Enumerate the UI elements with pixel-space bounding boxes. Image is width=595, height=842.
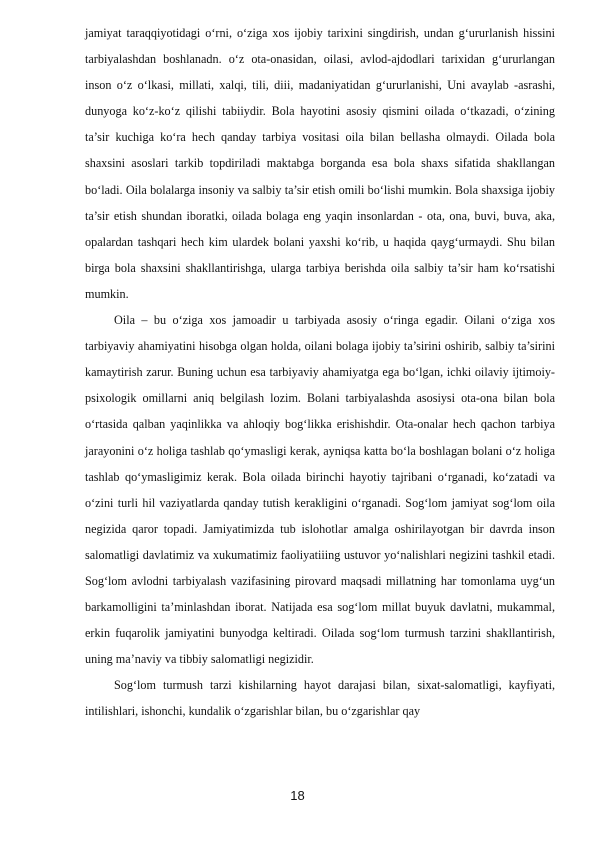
paragraph: Oila – bu o‘ziga xos jamoadir u tarbiyada asosiy o‘ringa egadir. Oilani o‘ziga xos tarbiyaviy ahamiyatini hisobga olgan holda, oilani bolaga ijobiy ta’sirini oshirib, salbiy ta’sirini kamaytirish zarur. Buning uchun esa tarbiyaviy ahamiyatga ega bo‘lgan, ichki oilaviy ijtimoiy-psixologik omillarni aniq belgilash lozim. Bolani tarbiyalashda asosiysi ota-ona bilan bola o‘rtasida qalban yaqinlikka va ahloqiy bog‘likka erishishdir. Ota-onalar hech qachon tarbiya jarayonini o‘z holiga tashlab qo‘ymasligi kerak, ayniqsa katta bo‘la boshlagan bolani o‘z holiga tashlab qo‘ymasligimiz kerak. Bola oilada birinchi hayotiy tajribani o‘rganadi, ko‘zatadi va o‘zini turli hil vaziyatlarda qanday tutish kerakligini o‘rganadi. Sog‘lom jamiyat sog‘lom oila negizida qaror topadi. Jamiyatimizda tub islohotlar amalga oshirilayotgan bir davrda inson salomatligi davlatimiz va xukumatimiz faoliyatiiing ustuvor yo‘nalishlari negizini tashkil etadi. Sog‘lom avlodni tarbiyalash vazifasining pirovard maqsadi millatning har tomonlama uyg‘un barkamolligini ta’minlashdan iborat. Natijada esa sog‘lom millat buyuk davlatni, mukammal, erkin fuqarolik jamiyatini bunyodga keltiradi. Oilada sog‘lom turmush tarzini shakllantirish, uning ma’naviy va tibbiy salomatligi negizidir. xyxy=(85,313,555,667)
document-body xyxy=(85,20,555,725)
page-number: 18 xyxy=(290,788,305,803)
paragraph: jamiyat taraqqiyotidagi o‘rni, o‘ziga xos ijobiy tarixini singdirish, undan g‘ururlanish hissini tarbiyalashdan boshlanadn. o‘z ota-onasidan, oilasi, avlod-ajdodlari tarixidan g‘ururlangan inson o‘z o‘lkasi, millati, xalqi, tili, diii, madaniyatidan g‘ururlanishi, Uni avaylab -asrashi, dunyoga ko‘z-ko‘z qilishi tabiiydir. Bola hayotini asosiy qismini oilada o‘tkazadi, o‘zining ta’sir kuchiga ko‘ra hech qanday tarbiya vositasi oila bilan bellasha olmaydi. Oilada bola shaxsini asoslari tarkib topdiriladi maktabga borganda esa bola shaxs sifatida shakllangan bo‘ladi. Oila bolalarga insoniy va salbiy ta’sir etish omili bo‘lishi mumkin. Bola shaxsiga ijobiy ta’sir etish shundan iboratki, oilada bolaga eng yaqin insonlardan - ota, ona, buvi, buva, aka, opalardan tashqari hech kim ulardek bolani yaxshi ko‘rib, u haqida qayg‘urmaydi. Shu bilan birga bola shaxsini shakllantirishga, ularga tarbiya berishda oila salbiy ta’sir ham ko‘rsatishi mumkin. xyxy=(85,26,555,301)
paragraph: Sog‘lom turmush tarzi kishilarning hayot darajasi bilan, sixat-salomatligi, kayfiyati, intilishlari, ishonchi, kundalik o‘zgarishlar bilan, bu o‘zgarishlar qay xyxy=(85,678,555,719)
